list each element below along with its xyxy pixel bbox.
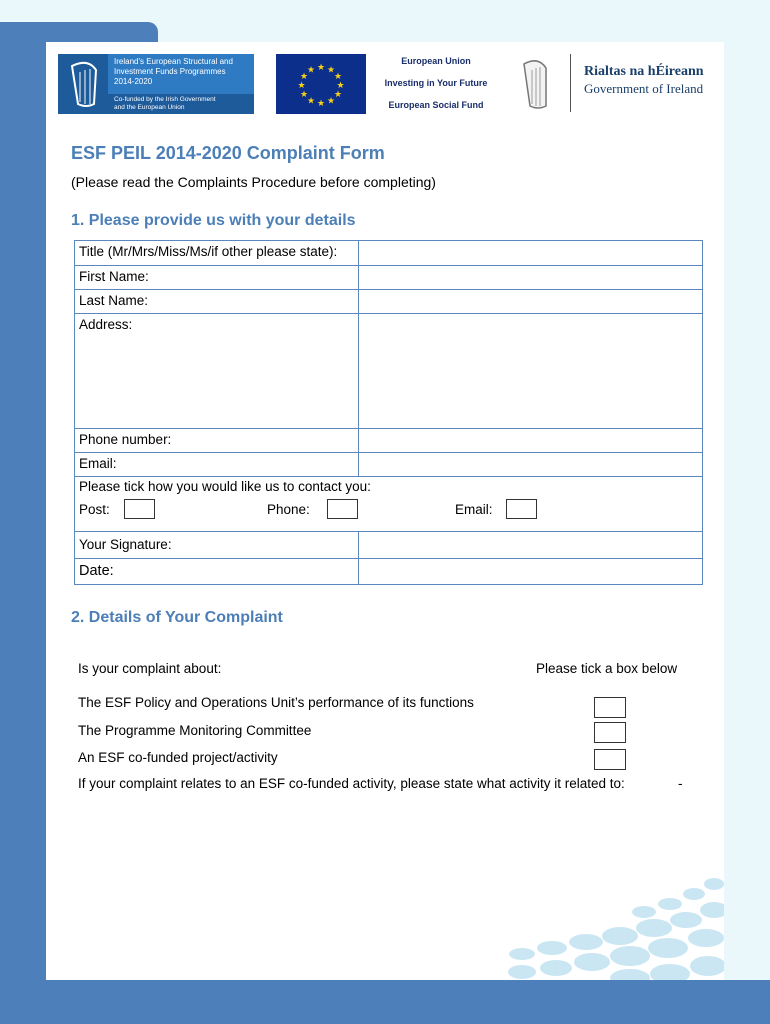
- eu-flag-icon: [276, 54, 366, 114]
- section-1-heading: 1. Please provide us with your details: [71, 212, 356, 229]
- svg-text:★: ★: [299, 72, 309, 82]
- svg-text:★: ★: [299, 90, 309, 100]
- svg-text:★: ★: [326, 96, 336, 107]
- svg-text:★: ★: [316, 63, 326, 73]
- first-name-label: First Name:: [75, 266, 359, 290]
- esif-line-5: and the European Union: [114, 104, 185, 111]
- svg-text:★: ★: [326, 65, 336, 76]
- eu-label: European Union: [401, 56, 471, 66]
- contact-post-label: Post:: [79, 502, 110, 517]
- details-table: [74, 240, 703, 585]
- esif-line-3: 2014-2020: [114, 77, 153, 86]
- esif-line-1: Ireland's European Structural and: [114, 57, 233, 66]
- esif-title-block: [108, 54, 254, 94]
- bottom-decorative-band: [0, 980, 770, 1024]
- phone-label: Phone number:: [75, 429, 359, 453]
- svg-text:★: ★: [297, 81, 306, 91]
- first-name-field[interactable]: [359, 266, 703, 290]
- harp-emblem-icon: [58, 54, 108, 114]
- phone-field[interactable]: [359, 429, 703, 453]
- option-project-activity-label: An ESF co-funded project/activity: [78, 750, 278, 765]
- government-harp-icon: [516, 54, 556, 114]
- esf-label: European Social Fund: [388, 100, 484, 110]
- gov-english-name: Government of Ireland: [584, 81, 704, 96]
- contact-post-checkbox[interactable]: [124, 499, 155, 519]
- contact-phone-checkbox[interactable]: [327, 499, 358, 519]
- option-policy-unit-label: The ESF Policy and Operations Unit’s performance of its functions: [78, 695, 474, 710]
- page-subtitle: (Please read the Complaints Procedure before completing): [71, 174, 436, 190]
- esif-cofunded-block: [108, 94, 254, 114]
- contact-preference-cell: [75, 477, 703, 532]
- contact-phone-label: Phone:: [267, 502, 310, 517]
- signature-field[interactable]: [359, 532, 703, 559]
- table-row: [75, 429, 703, 453]
- option-monitoring-committee-label: The Programme Monitoring Committee: [78, 723, 312, 738]
- table-row: [75, 559, 703, 585]
- table-row: [75, 241, 703, 266]
- svg-text:★: ★: [336, 81, 345, 91]
- contact-email-label: Email:: [455, 502, 493, 517]
- option-project-activity-checkbox[interactable]: [594, 749, 626, 770]
- option-monitoring-committee-checkbox[interactable]: [594, 722, 626, 743]
- email-field[interactable]: [359, 453, 703, 477]
- activity-value: -: [678, 776, 683, 791]
- gov-irish-name: Rialtas na hÉireann: [584, 64, 704, 79]
- table-row: [75, 453, 703, 477]
- table-row: [75, 477, 703, 532]
- section-2-heading: 2. Details of Your Complaint: [71, 609, 283, 626]
- address-label: Address:: [75, 314, 359, 429]
- header-divider: [570, 54, 571, 112]
- signature-label: Your Signature:: [75, 532, 359, 559]
- contact-email-checkbox[interactable]: [506, 499, 537, 519]
- svg-text:★: ★: [306, 65, 316, 76]
- svg-text:★: ★: [306, 96, 316, 107]
- svg-text:★: ★: [333, 72, 343, 82]
- svg-text:★: ★: [333, 90, 343, 100]
- page-title: ESF PEIL 2014-2020 Complaint Form: [71, 143, 385, 163]
- contact-question: Please tick how you would like us to contact you:: [79, 479, 371, 494]
- activity-prompt: If your complaint relates to an ESF co-funded activity, please state what activity it related to:: [78, 776, 625, 791]
- date-label: Date:: [75, 559, 359, 585]
- complaint-question: Is your complaint about:: [78, 661, 222, 676]
- address-field[interactable]: [359, 314, 703, 429]
- esif-line-4: Co-funded by the Irish Government: [114, 96, 216, 103]
- title-label: Title (Mr/Mrs/Miss/Ms/if other please state):: [75, 241, 359, 266]
- eu-slogan: Investing in Your Future: [384, 78, 488, 88]
- date-field[interactable]: [359, 559, 703, 585]
- esif-line-2: Investment Funds Programmes: [114, 67, 226, 76]
- last-name-field[interactable]: [359, 290, 703, 314]
- tick-instruction: Please tick a box below: [536, 661, 678, 676]
- government-logo-text: [584, 64, 704, 97]
- option-policy-unit-checkbox[interactable]: [594, 697, 626, 718]
- svg-text:★: ★: [316, 99, 326, 109]
- last-name-label: Last Name:: [75, 290, 359, 314]
- form-page: [46, 42, 724, 980]
- table-row: [75, 266, 703, 290]
- table-row: [75, 290, 703, 314]
- table-row: [75, 532, 703, 559]
- title-field[interactable]: [359, 241, 703, 266]
- email-label: Email:: [75, 453, 359, 477]
- eu-text-block: [376, 54, 496, 114]
- esif-programmes-logo: [58, 54, 254, 114]
- table-row: [75, 314, 703, 429]
